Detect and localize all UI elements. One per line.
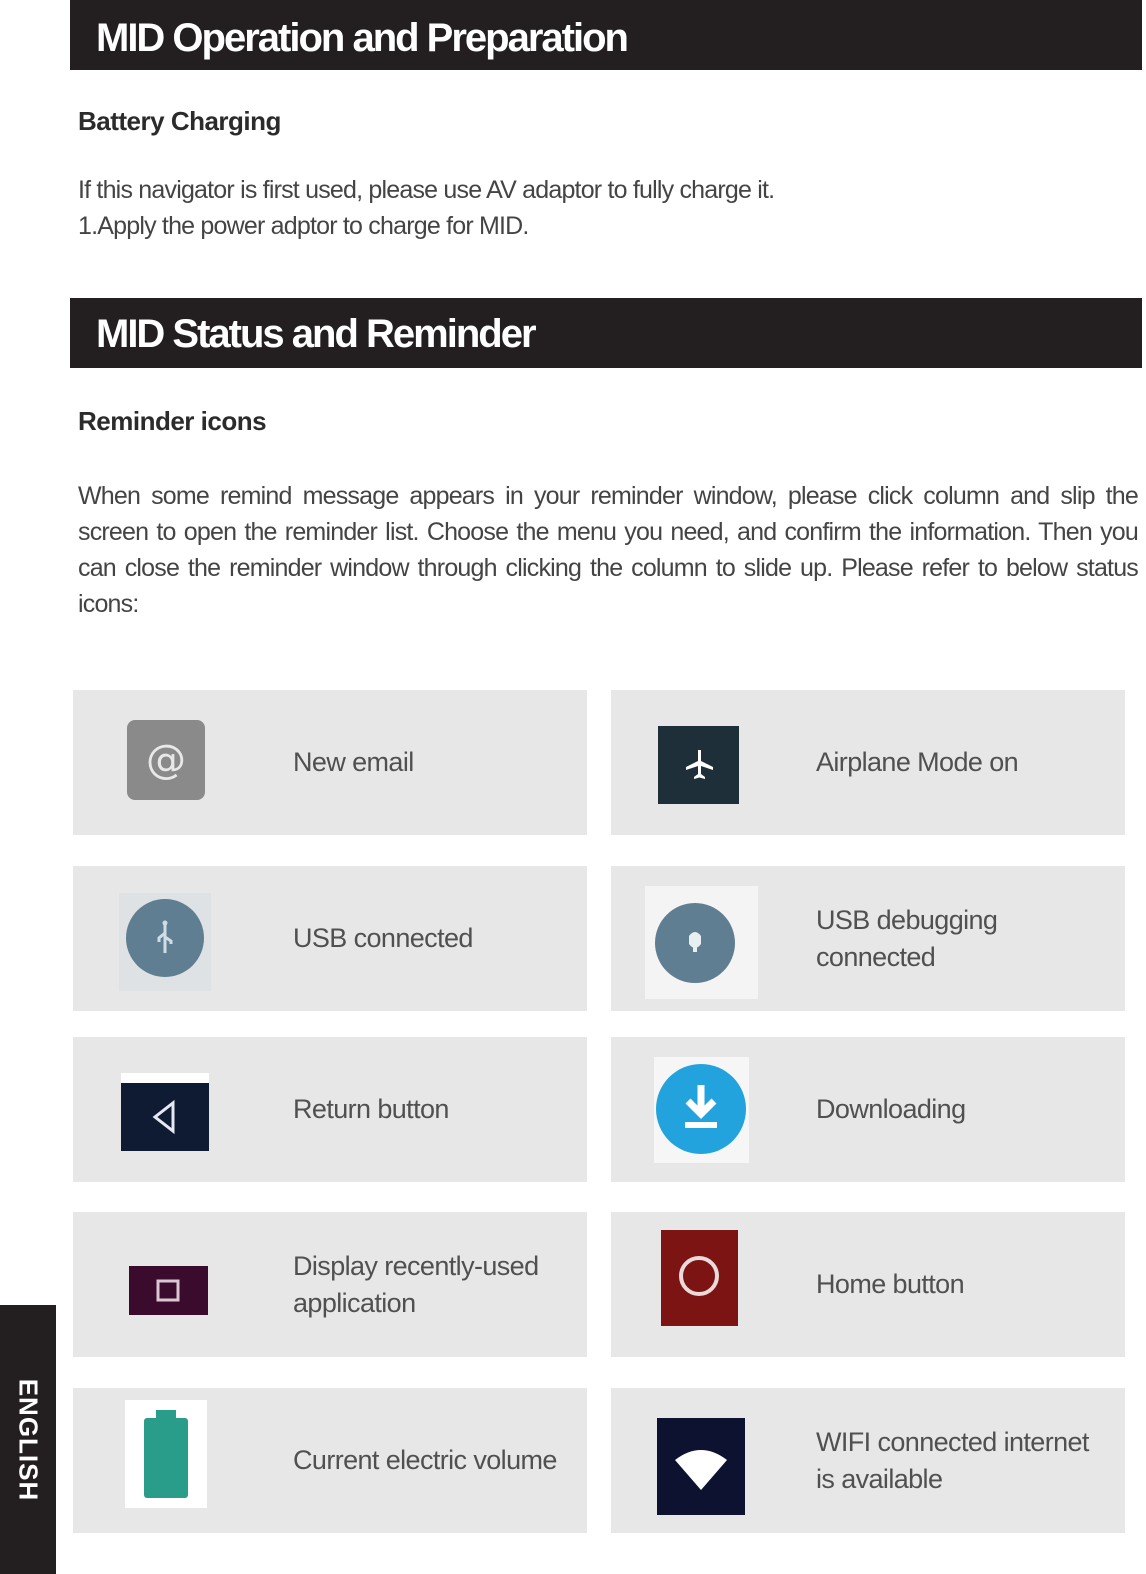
instruction-line-2: 1.Apply the power adptor to charge for MID. xyxy=(78,212,529,240)
home-circle-icon xyxy=(661,1230,738,1326)
icon-cell-airplane xyxy=(611,690,1125,835)
icon-cell-home xyxy=(611,1212,1125,1357)
icon-label: Airplane Mode on xyxy=(816,747,1019,777)
email-at-icon xyxy=(127,720,205,800)
icon-cell-new-email xyxy=(73,690,587,835)
reminder-paragraph: When some remind message appears in your reminder window, please click column and slip the screen to open the reminder list. Choose the menu you need, and confirm the information. Then you can close the reminder window through clicking the column to slide up. Please refer to below status icons: xyxy=(78,482,1138,618)
subheading-battery-charging: Battery Charging xyxy=(78,106,281,136)
language-side-tab xyxy=(0,1305,56,1574)
recent-apps-icon xyxy=(129,1266,208,1315)
icon-cell-usb-debugging xyxy=(611,866,1125,1011)
icon-cell-return xyxy=(73,1037,587,1182)
usb-icon xyxy=(119,893,211,991)
svg-text:@: @ xyxy=(146,737,186,783)
icon-label: WIFI connected internet is available xyxy=(816,1426,1089,1494)
usb-debug-icon xyxy=(645,886,758,999)
instruction-line-1: If this navigator is first used, please use AV adaptor to fully charge it. xyxy=(78,176,775,204)
icon-label: Downloading xyxy=(816,1094,966,1124)
icon-label: USB connected xyxy=(293,923,473,953)
download-icon xyxy=(654,1057,749,1163)
icon-cell-recent-apps xyxy=(73,1212,587,1357)
icon-label: Display recently-used application xyxy=(293,1250,539,1318)
wifi-icon xyxy=(657,1418,745,1515)
battery-icon xyxy=(125,1400,207,1508)
section-banner-status xyxy=(70,298,1142,368)
airplane-icon xyxy=(658,726,739,804)
language-label: ENGLISH xyxy=(13,1378,44,1501)
icon-label: New email xyxy=(293,747,414,777)
icon-label: Current electric volume xyxy=(293,1445,557,1475)
return-triangle-icon xyxy=(121,1073,209,1151)
icon-cell-wifi xyxy=(611,1388,1125,1533)
section-banner-operation xyxy=(70,0,1142,70)
icon-cell-battery xyxy=(73,1388,587,1533)
icon-label: Home button xyxy=(816,1269,964,1299)
section-title: MID Operation and Preparation xyxy=(96,16,627,60)
icon-label: USB debugging connected xyxy=(816,904,998,972)
icon-label: Return button xyxy=(293,1094,449,1124)
icon-cell-downloading xyxy=(611,1037,1125,1182)
subheading-reminder-icons: Reminder icons xyxy=(78,406,267,436)
icon-cell-usb-connected xyxy=(73,866,587,1011)
section-title: MID Status and Reminder xyxy=(96,312,535,356)
